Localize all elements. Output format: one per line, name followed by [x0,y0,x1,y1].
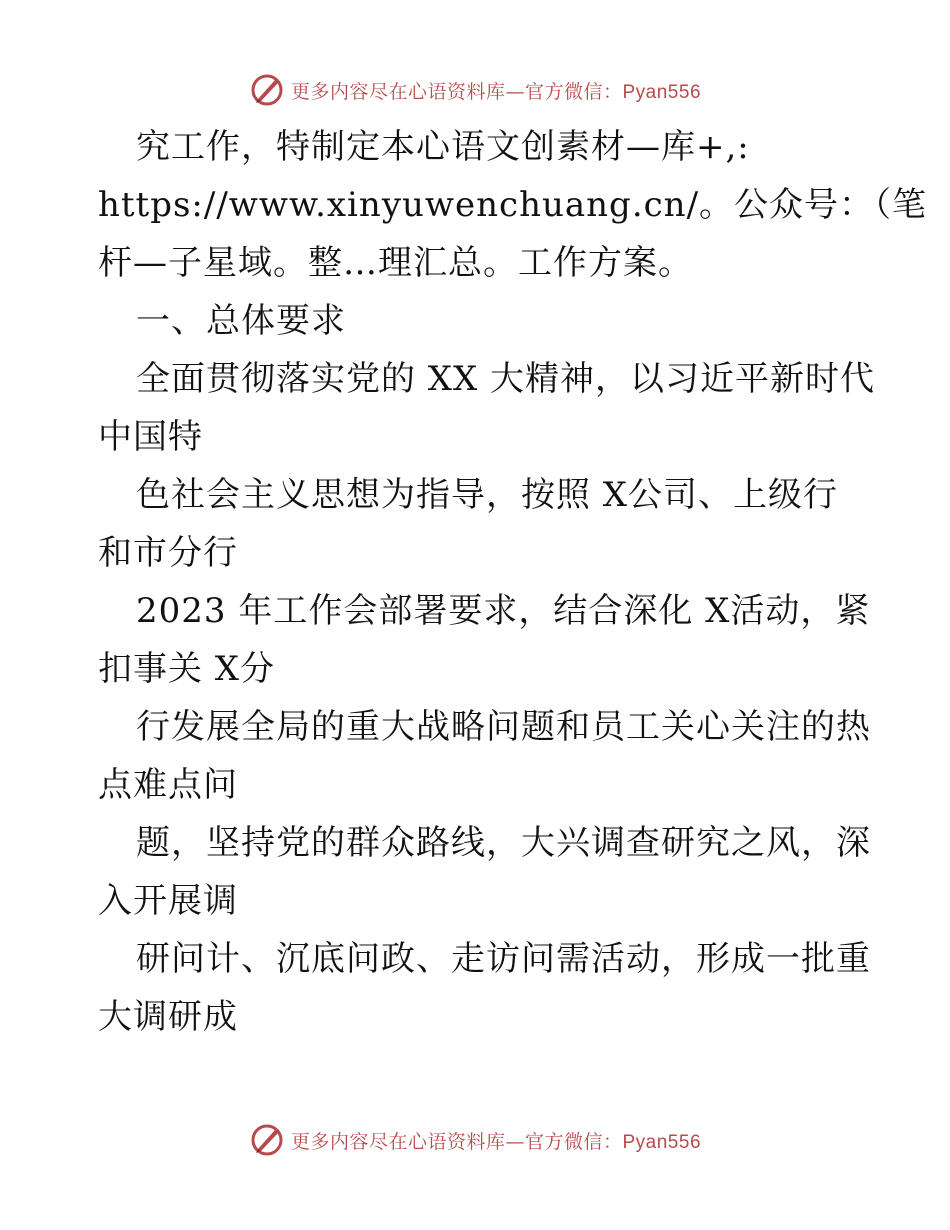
body-line-6: 中国特 [98,417,203,457]
body-line-8: 和市分行 [98,533,238,573]
footer-banner [0,1120,950,1160]
body-line-2: https://www.xinyuwenchuang.cn/。公众号：（笔 [98,185,928,225]
document-body [98,118,928,1046]
body-line-13: 题，坚持党的群众路线，大兴调查研究之风，深 [136,823,871,863]
body-line-12: 点难点问 [98,765,238,805]
body-line-14: 入开展调 [98,881,238,921]
footer-banner-text [291,1127,701,1154]
header-banner-suffix: 官方微信： [524,80,623,103]
body-line-5: 全面贯彻落实党的 XX 大精神，以习近平新时代 [136,359,876,399]
header-banner [0,70,950,110]
header-banner-main: 更多内容尽在心语资料库 [290,80,506,103]
body-line-10: 扣事关 X分 [98,649,276,689]
body-line-11: 行发展全局的重大战略问题和员工关心关注的热 [136,707,871,747]
header-banner-dash: — [505,80,525,103]
body-line-9: 2023 年工作会部署要求，结合深化 X活动，紧 [136,591,871,631]
body-line-1: 究工作，特制定本心语文创素材—库+,: [136,127,750,167]
footer-banner-main: 更多内容尽在心语资料库 [290,1130,506,1153]
footer-banner-suffix: 官方微信： [524,1130,623,1153]
quill-logo-icon [249,72,285,108]
body-line-7: 色社会主义思想为指导，按照 X公司、上级行 [136,475,839,515]
body-line-16: 大调研成 [98,997,238,1037]
footer-banner-wechat: Pyan556 [622,1131,702,1153]
body-line-15: 研问计、沉底问政、走访问需活动，形成一批重 [136,939,871,979]
body-line-3: 杆—子星域。整…理汇总。工作方案。 [98,243,693,283]
section-heading: 一、总体要求 [136,301,346,341]
header-banner-text [291,77,701,104]
footer-banner-dash: — [505,1130,525,1153]
quill-logo-icon [249,1122,285,1158]
header-banner-wechat: Pyan556 [622,81,702,103]
